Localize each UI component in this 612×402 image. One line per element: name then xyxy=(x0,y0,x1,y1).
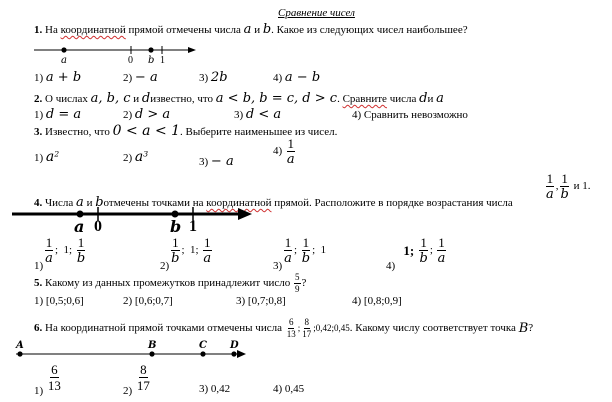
q2-var-d: d xyxy=(141,91,151,106)
q2-text-part: известно, что xyxy=(150,93,216,105)
q6-answer-2[interactable]: 2) $\frac{8}{17}$ xyxy=(123,362,150,398)
q5-fraction: $\frac{5}{9}$ xyxy=(295,272,300,294)
q6-number: 6. xyxy=(34,322,43,334)
q6-answer-1[interactable]: 1) $\frac{6}{13}$ xyxy=(34,362,61,398)
q4-axis-label-one: 1 xyxy=(189,218,197,235)
q4-answer-1[interactable]: 1) $\frac{1}{a}$ ; 1; $\frac{1}{b}$ xyxy=(34,235,86,273)
q4-answer-4[interactable]: 4) 1; $\frac{1}{b}$ ; $\frac{1}{a}$ xyxy=(386,235,446,273)
q6-number-list: ;0,42;0,45 xyxy=(313,323,350,333)
q3-answer-3[interactable]: 3) − a xyxy=(199,154,234,169)
q4-fraction-1-b: $\frac{1}{b}$ xyxy=(560,171,569,202)
q2-vars: a, b, c xyxy=(90,91,131,106)
q4-fraction-1-a: $\frac{1}{a}$ xyxy=(546,171,554,202)
q2-answer-3[interactable]: 3) d < a xyxy=(234,107,282,122)
q6-fraction-2: $\frac{8}{17}$ xyxy=(302,317,312,339)
q1-answer-4[interactable]: 4) a − b xyxy=(273,70,321,85)
q2-text-part: числа xyxy=(386,93,420,105)
q2-text-part: О числах xyxy=(42,93,91,105)
q1-text-part: . Какое из следующих чисел наибольшее? xyxy=(271,24,468,36)
q6-point-B xyxy=(149,351,154,356)
q6-var-B: B xyxy=(518,321,529,336)
q1-var-a: a xyxy=(243,22,252,37)
q4-text-part: прямой. Расположите в порядке возрастания числа xyxy=(271,197,513,209)
q1-var-b: b xyxy=(262,22,272,37)
q2-text-wavy: Сравните xyxy=(342,93,387,105)
q5-text-part: ? xyxy=(301,277,307,289)
q4-axis-label-a: a xyxy=(74,217,85,236)
q6-label-A: A xyxy=(16,340,24,351)
q6-point-A xyxy=(17,351,22,356)
q6-label-C: C xyxy=(199,340,207,351)
q4-var-b: b xyxy=(95,195,104,210)
q6-answer-4[interactable]: 4) 0,45 xyxy=(273,383,305,395)
q1-answer-1[interactable]: 1) a + b xyxy=(34,70,82,85)
q1-answer-2[interactable]: 2) − a xyxy=(123,70,158,85)
q6-point-C xyxy=(200,351,205,356)
q1-text-part: и xyxy=(251,24,263,36)
q4-answer-2[interactable]: 2) $\frac{1}{b}$ ; 1; $\frac{1}{a}$ xyxy=(160,235,212,273)
q4-text-part: Числа xyxy=(42,197,77,209)
q5-number: 5. xyxy=(34,277,43,289)
q4-axis-label-b: b xyxy=(170,217,182,236)
q6-text-part: На координатной прямой точками отмечены числа xyxy=(42,322,285,334)
q4-number: 4. xyxy=(34,197,43,209)
q5-answer-2[interactable]: 2) [0,6;0,7] xyxy=(123,295,173,307)
q5-text-part: Какому из данных промежутков принадлежит число xyxy=(42,277,293,289)
q2-condition: a < b, b = c, d > c xyxy=(215,91,338,106)
q5-answer-3[interactable]: 3) [0,7;0,8] xyxy=(236,295,286,307)
q1-axis-label-a: a xyxy=(61,55,67,66)
q2-text-part: . xyxy=(337,93,343,105)
q4-var-a: a xyxy=(76,195,84,210)
q6-separator: ; xyxy=(297,323,301,333)
q6-text-part: . Какому числу соответствует точка xyxy=(349,322,519,334)
q3-text-part: Известно, что xyxy=(42,126,113,138)
page-title: Сравнение чисел xyxy=(278,7,355,19)
q3-answer-4-fraction: $\frac{1}{a}$ xyxy=(286,136,295,167)
q3-text-part: . Выберите наименьшее из чисел. xyxy=(180,126,338,138)
q1-axis-label-zero: 0 xyxy=(128,55,133,66)
q5-answer-4[interactable]: 4) [0,8;0,9] xyxy=(352,295,402,307)
q2-text-part: и xyxy=(427,93,437,105)
q2-answer-4[interactable]: 4) Сравнить невозможно xyxy=(352,109,468,121)
q2-answer-1[interactable]: 1) d = a xyxy=(34,107,82,122)
q6-point-D xyxy=(231,351,236,356)
q6-answer-3[interactable]: 3) 0,42 xyxy=(199,383,231,395)
q1-text-part: прямой отмечены числа xyxy=(125,24,244,36)
q1-text-part: На xyxy=(42,24,61,36)
q4-text-wavy: координатной xyxy=(206,197,272,209)
q2-answer-2[interactable]: 2) d > a xyxy=(123,107,171,122)
q3-number: 3. xyxy=(34,126,43,138)
q1-number: 1. xyxy=(34,24,43,36)
q1-axis-label-one: 1 xyxy=(160,55,165,66)
q3-answer-2[interactable]: 2) $a^3$ xyxy=(123,149,149,165)
q4-axis-label-zero: 0 xyxy=(94,218,102,235)
q1-answer-3[interactable]: 3) 2b xyxy=(199,70,228,85)
q6-fraction-1: $\frac{6}{13}$ xyxy=(286,317,296,339)
q2-var-d2: d xyxy=(419,91,428,106)
q4-answer-3[interactable]: 3) $\frac{1}{a}$ ; $\frac{1}{b}$ ; 1 xyxy=(273,235,327,273)
q6-text-part: ? xyxy=(528,322,534,334)
q3-answer-4[interactable]: 4) $\frac{1}{a}$ xyxy=(273,136,295,167)
q3-answer-1[interactable]: 1) $a^2$ xyxy=(34,149,60,165)
q6-label-D: D xyxy=(230,340,239,351)
q4-text-part: и 1. xyxy=(570,180,591,192)
q4-fractions: $\frac{1}{a}$ , $\frac{1}{b}$ и 1. xyxy=(546,171,591,202)
q1-axis-label-b: b xyxy=(148,55,155,66)
q2-var-a2: a xyxy=(436,91,444,106)
q3-condition: 0 < a < 1 xyxy=(112,123,181,139)
q4-text-part: и xyxy=(83,197,96,209)
q4-text-part: отмечены точками на xyxy=(103,197,207,209)
q1-text-wavy: координатной xyxy=(60,24,126,36)
q5-answer-1[interactable]: 1) [0,5;0,6] xyxy=(34,295,84,307)
q2-text-part: и xyxy=(130,93,142,105)
q2-number: 2. xyxy=(34,93,43,105)
q6-label-B: B xyxy=(148,340,157,351)
